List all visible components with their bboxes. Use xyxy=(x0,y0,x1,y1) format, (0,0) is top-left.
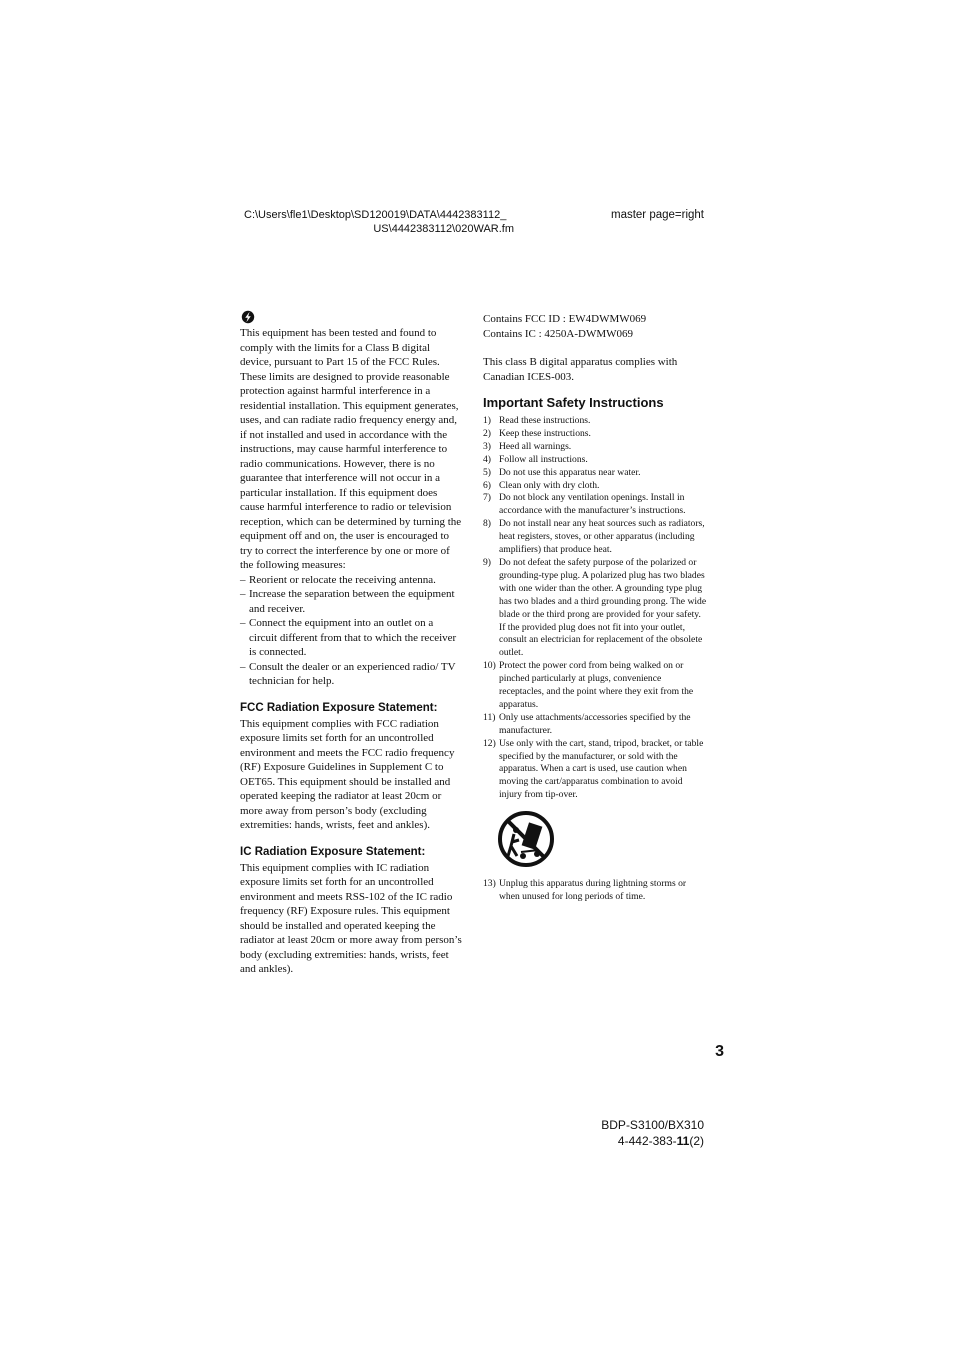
safety-instructions-heading: Important Safety Instructions xyxy=(483,395,664,410)
ic-radiation-text: This equipment complies with IC radiation exposure limits set forth for an uncontrolled environment and meets RSS-102 of the IC radio frequency (RF) Exposure rules. This equipment should be installed and operated keeping the radiator at least 20cm or more away from person’s body (excluding extremities: hands, wrists, feet and ankles). xyxy=(240,861,462,975)
list-item: 5) Do not use this apparatus near water. xyxy=(483,466,641,478)
list-item: 8) Do not install near any heat sources such as radiators, heat registers, stoves, or other apparatus (including amplifiers) that produce heat. xyxy=(483,518,705,556)
file-path xyxy=(244,208,514,236)
list-item: 1) Read these instructions. xyxy=(483,415,591,426)
interference-measures-list xyxy=(240,573,462,689)
left-column xyxy=(240,310,462,977)
page-number: 3 xyxy=(715,1043,724,1060)
list-item: 7) Do not block any ventilation openings. Install in accordance with the manufacturer’s instructions. xyxy=(483,492,686,517)
list-item: 9) Do not defeat the safety purpose of the polarized or grounding-type plug. A polarized plug has two blades with one wider than the other. A grounding type plug has two blades and a third grounding prong. The wide blade or the third prong are provided for your safety. If the provided plug does not fit into your outlet, consult an electrician for replacement of the obsolete outlet. xyxy=(483,556,707,659)
fcc-compliance-paragraph: This equipment has been tested and found to comply with the limits for a Class B digital device, pursuant to Part 15 of the FCC Rules. These limits are designed to provide reasonable protection against harmful interference in a residential installation. This equipment generates, uses, and can radiate radio frequency energy and, if not installed and used in accordance with the instructions, may cause harmful interference to radio communications. However, there is no guarantee that interference will not occur in a particular installation. If this equipment does cause harmful interference to radio or television reception, which can be determined by turning the equipment off and on, the user is encouraged to try to correct the interference by one or more of the following measures: xyxy=(240,327,462,571)
safety-instructions-list-cont xyxy=(483,878,707,904)
fcc-id: Contains FCC ID : EW4DWMW069 xyxy=(483,313,647,325)
list-item: 13) Unplug this apparatus during lightning storms or when unused for long periods of time. xyxy=(483,878,687,903)
list-item: – Connect the equipment into an outlet on a circuit different from that to which the receiver is connected. xyxy=(240,617,457,658)
list-item: 2) Keep these instructions. xyxy=(483,427,591,439)
fcc-radiation-heading: FCC Radiation Exposure Statement: xyxy=(240,701,438,714)
list-item: 6) Clean only with dry cloth. xyxy=(483,479,600,491)
file-path-line2: US\4442383112\020WAR.fm xyxy=(373,223,514,235)
list-item: 12) Use only with the cart, stand, tripod, bracket, or table specified by the manufacturer, or sold with the apparatus. When a cart is used, use caution when moving the cart/apparatus combination to avoid injury from tip-over. xyxy=(483,737,704,801)
list-item: – Increase the separation between the equipment and receiver. xyxy=(240,588,455,615)
master-page-label: master page=right xyxy=(610,209,704,221)
document-code: 4-442-383-11(2) xyxy=(617,1134,704,1148)
list-item: 3) Heed all warnings. xyxy=(483,440,572,452)
ic-id: Contains IC : 4250A-DWMW069 xyxy=(483,327,634,340)
cart-tip-over-warning-icon xyxy=(497,810,555,868)
list-item: 4) Follow all instructions. xyxy=(483,453,588,465)
model-number: BDP-S3100/BX310 xyxy=(601,1118,704,1132)
footer xyxy=(560,1117,704,1149)
fcc-radiation-text: This equipment complies with FCC radiation exposure limits set forth for an uncontrolled environment and meets the FCC radio frequency (RF) Exposure Guidelines in Supplement C to OET65. This equipment should be installed and operated keeping the radiator at least 20cm or more away from person’s body (excluding extremities: hands, wrists, feet and ankles). xyxy=(240,717,455,831)
caution-icon xyxy=(241,310,255,324)
list-item: – Consult the dealer or an experienced radio/ TV technician for help. xyxy=(240,660,456,687)
safety-instructions-list xyxy=(483,415,707,802)
list-item: – Reorient or relocate the receiving antenna. xyxy=(240,573,436,586)
list-item: 10) Protect the power cord from being walked on or pinched particularly at plugs, convenience receptacles, and the point where they exit from the apparatus. xyxy=(483,660,694,710)
file-path-line1: C:\Users\fle1\Desktop\SD120019\DATA\4442383112_ xyxy=(244,209,507,221)
ic-radiation-heading: IC Radiation Exposure Statement: xyxy=(240,845,426,858)
right-column xyxy=(483,312,707,904)
list-item: 11) Only use attachments/accessories specified by the manufacturer. xyxy=(483,711,691,736)
ices-statement: This class B digital apparatus complies with Canadian ICES-003. xyxy=(483,356,678,383)
